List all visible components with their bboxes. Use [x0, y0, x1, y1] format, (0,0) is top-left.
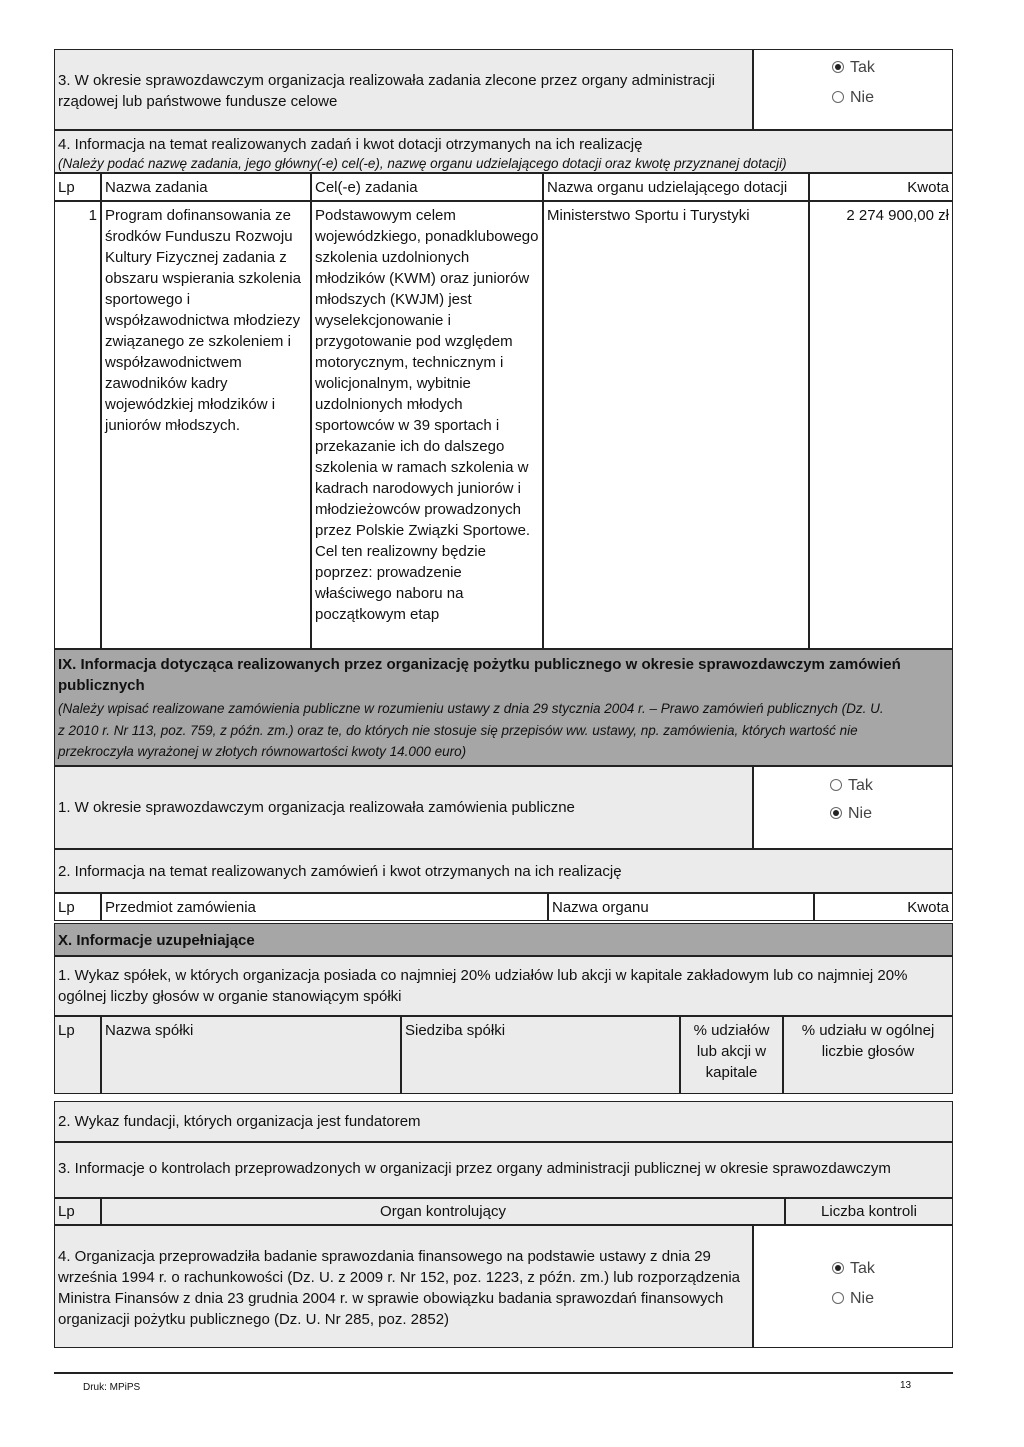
x-q3-header-organ-label: Organ kontrolujący	[380, 1203, 506, 1220]
q4-note: (Należy podać nazwę zadania, jego główny(-e) cel(-e), nazwę organu udzielającego dotacji oraz kwotę przyznanej dotacji)	[58, 156, 787, 171]
q3-radio-tak[interactable]: Tak	[832, 58, 875, 78]
q4-header-nazwa-label: Nazwa zadania	[105, 179, 208, 196]
ix-note-line3: przekroczyła wyrażonej w złotych równowartości kwoty 14.000 euro)	[58, 744, 467, 759]
q4-row-cel: Podstawowym celem wojewódzkiego, ponadklubowego szkolenia uzdolnionych młodzików (KWM) oraz juniorów młodszych (KWJM) jest wyselekcjonowanie i przygotowanie pod względem motorycznym, technicznym i wolicjonalnym, wybitnie uzdolnionych młodych sportowców w 39 sportach i przekazanie ich do dalszego szkolenia w ramach szkolenia w kadrach narodowych juniorów i młodzieżowców prowadzonych przez Polskie Związki Sportowe. Cel ten realizowny będzie poprzez: prowadzenie właściwego naboru na początkowym etap	[315, 207, 539, 623]
x-q2-text: 2. Wykaz fundacji, których organizacja jest fundatorem	[58, 1113, 421, 1130]
x-q4-radio-tak[interactable]: Tak	[832, 1259, 875, 1279]
ix-q1-text: 1. W okresie sprawozdawczym organizacja realizowała zamówienia publiczne	[58, 799, 575, 816]
x-q3-text: 3. Informacje o kontrolach przeprowadzonych w organizacji przez organy administracji publicznej w okresie sprawozdawczym	[58, 1160, 891, 1177]
x-q4-radio-nie[interactable]: Nie	[832, 1289, 874, 1309]
radio-selected-icon	[832, 61, 844, 73]
radio-selected-icon	[830, 807, 842, 819]
ix-q1-radio-nie[interactable]: Nie	[830, 804, 872, 824]
footer-rule	[54, 1372, 953, 1374]
ix-note-line1: (Należy wpisać realizowane zamówienia publiczne w rozumieniu ustawy z dnia 29 stycznia 2004 r. – Prawo zamówień publicznych (Dz. U.	[58, 701, 884, 716]
ix-header-organ-label: Nazwa organu	[552, 899, 649, 916]
q4-row-lp: 1	[88, 207, 97, 224]
x-q3-header-lp-label: Lp	[58, 1203, 75, 1220]
radio-empty-icon	[832, 91, 844, 103]
ix-q1-radio-tak[interactable]: Tak	[830, 776, 873, 796]
ix-header-kwota-label: Kwota	[907, 899, 949, 916]
radio-empty-icon	[832, 1292, 844, 1304]
x-q1-header-lp-label: Lp	[58, 1022, 75, 1039]
q4-row-organ-cell	[543, 201, 809, 649]
q4-header-kwota-label: Kwota	[907, 179, 949, 196]
page-number: 13	[900, 1380, 912, 1391]
ix-section-title: IX. Informacja dotycząca realizowanych przez organizację pożytku publicznego w okresie sprawozdawczym zamówień publicznych	[58, 656, 901, 694]
q3-radio-nie[interactable]: Nie	[832, 88, 874, 108]
x-q1-header-glosy-label: % udziału w ogólnej liczbie głosów	[801, 1022, 935, 1060]
x-section-title: X. Informacje uzupełniające	[58, 932, 255, 949]
radio-empty-icon	[830, 779, 842, 791]
q4-row-nazwa: Program dofinansowania ze środków Funduszu Rozwoju Kultury Fizycznej zadania z obszaru wspierania szkolenia sportowego i współzawodnictwa młodziezy związanego ze szkoleniem i współzawodnictwem zawodników kadry wojewódzkiej młodzików i juniorów młodszych.	[105, 207, 301, 434]
ix-note-line2: z 2010 r. Nr 113, poz. 759, z późn. zm.) oraz te, do których nie stosuje się przepisów ww. ustawy, np. zamówienia, których wartość nie	[58, 723, 858, 738]
x-q1-line1: 1. Wykaz spółek, w których organizacja posiada co najmniej 20% udziałów lub akcji w kapitale zakładowym lub co najmniej 20%	[58, 967, 908, 984]
q4-header-cel-label: Cel(-e) zadania	[315, 179, 418, 196]
q4-title: 4. Informacja na temat realizowanych zadań i kwot dotacji otrzymanych na ich realizację	[58, 136, 643, 153]
q4-row-kwota-cell	[809, 201, 953, 649]
x-q4-text: 4. Organizacja przeprowadziła badanie sprawozdania finansowego na podstawie ustawy z dnia 29 września 1994 r. o rachunkowości (Dz. U. z 2009 r. Nr 152, poz. 1223, z późn. zm.) lub rozporządzenia Ministra Finansów z dnia 23 grudnia 2004 r. w sprawie obowiązku badania sprawozdań finansowych organizacji pożytku publicznego (Dz. U. Nr 285, poz. 2852)	[58, 1248, 741, 1328]
ix-header-lp-label: Lp	[58, 899, 75, 916]
x-q1-header-siedziba-label: Siedziba spółki	[405, 1022, 506, 1039]
ix-header-przedmiot-label: Przedmiot zamówienia	[105, 899, 256, 916]
ix-q2-text: 2. Informacja na temat realizowanych zamówień i kwot otrzymanych na ich realizację	[58, 863, 622, 880]
x-q1-line2: ogólnej liczby głosów w organie stanowiącym spółki	[58, 988, 402, 1005]
q4-row-lp-cell	[54, 201, 101, 649]
q4-header-organ-label: Nazwa organu udzielającego dotacji	[547, 179, 788, 196]
q4-row-kwota: 2 274 900,00 zł	[846, 207, 949, 224]
q3-question-text: 3. W okresie sprawozdawczym organizacja realizowała zadania zlecone przez organy administracji rządowej lub państwowe fundusze celowe	[58, 72, 715, 110]
q4-row-organ: Ministerstwo Sportu i Turystyki	[547, 207, 750, 224]
x-q4-answer-cell	[753, 1225, 953, 1348]
x-q1-header-nazwa-label: Nazwa spółki	[105, 1022, 194, 1039]
radio-selected-icon	[832, 1262, 844, 1274]
footer-print-label: Druk: MPiPS	[83, 1382, 141, 1393]
q4-header-lp-label: Lp	[58, 179, 75, 196]
x-q3-header-liczba-label: Liczba kontroli	[821, 1203, 917, 1220]
x-q1-header-udzialy-label: % udziałów lub akcji w kapitale	[693, 1022, 770, 1081]
